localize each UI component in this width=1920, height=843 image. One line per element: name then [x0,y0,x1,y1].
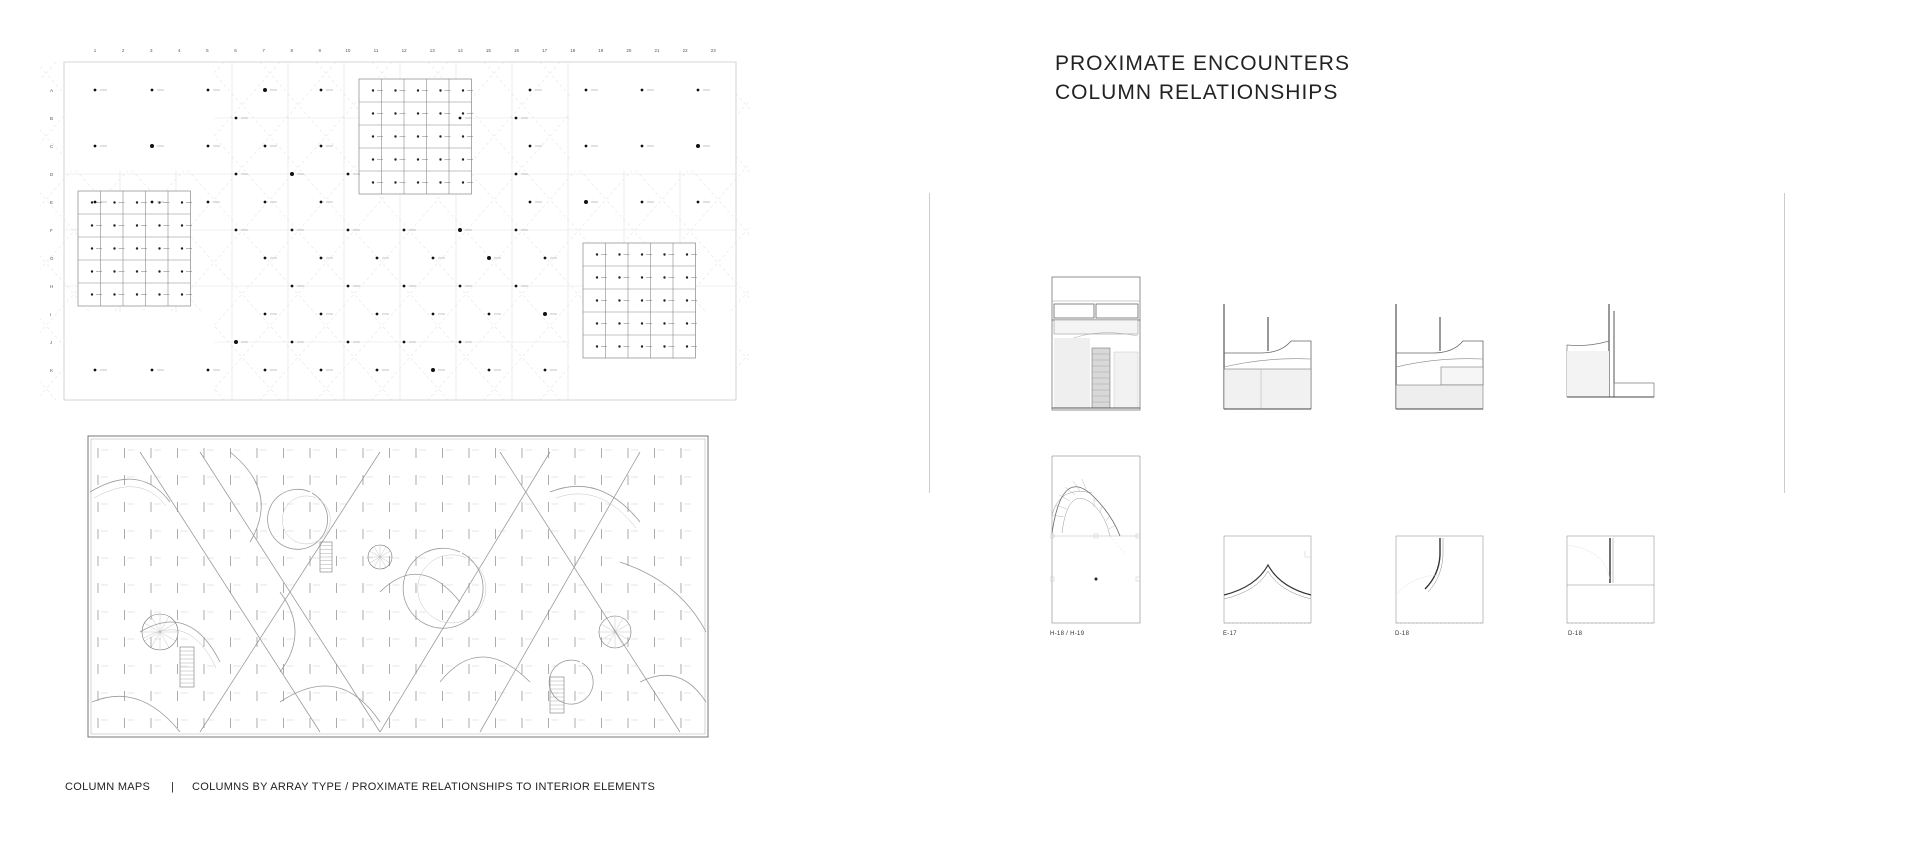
plan-curve [90,479,170,502]
column-marker [235,173,238,176]
detail-plan-arc [1221,535,1315,625]
plan-curve [640,675,706,702]
column-marker [320,257,323,260]
plan-curve [403,548,483,628]
caption-h18-h19: H-18 / H-19 [1050,631,1085,637]
detail-section-curved-wall-2 [1393,301,1487,413]
column-marker [291,285,294,288]
column-number: 4 [178,48,181,53]
column-number: 18 [570,48,576,53]
column-number: 20 [626,48,632,53]
column-marker [263,88,267,92]
plan-curve [620,562,706,632]
column-number: 6 [234,48,237,53]
column-number: 13 [429,48,435,53]
column-marker [320,313,323,316]
detail-plan-curve [1393,535,1487,625]
plan-curve [549,660,593,704]
column-number: 12 [401,48,407,53]
detail-plan-wall [1564,535,1658,625]
plan-wall [140,452,320,732]
column-marker [264,201,267,204]
column-number: 5 [206,48,209,53]
column-marker [376,369,379,372]
column-number: 10 [345,48,351,53]
column-marker [515,173,518,176]
footer-column-maps: COLUMN MAPS [65,781,151,793]
plan-curve [230,452,261,542]
column-marker [529,145,532,148]
plan-curve [440,657,530,682]
column-number: 23 [710,48,716,53]
column-marker [432,257,435,260]
column-marker [320,89,323,92]
column-number: 21 [654,48,660,53]
column-marker [207,89,210,92]
row-letter: E [50,200,54,205]
plan-curve [550,486,640,522]
caption-e17: E-17 [1223,631,1237,637]
column-marker [151,369,154,372]
column-marker [151,89,154,92]
column-marker [487,256,491,260]
column-marker [488,369,491,372]
column-marker [207,145,210,148]
column-number: 1 [93,48,97,53]
column-marker [207,201,210,204]
column-marker [403,229,406,232]
column-marker [641,201,644,204]
column-number: 3 [149,48,153,53]
column-marker [432,313,435,316]
column-marker [488,313,491,316]
column-marker [544,257,547,260]
column-marker [235,229,238,232]
column-marker [207,369,210,372]
column-marker [585,89,588,92]
column-marker [94,89,97,92]
row-letter: D [50,172,54,177]
column-marker [320,201,323,204]
column-marker [529,89,532,92]
column-number: 15 [485,48,491,53]
column-marker [235,117,238,120]
left-divider [929,193,930,493]
row-letter: A [50,88,54,93]
column-marker [459,341,462,344]
column-marker [697,89,700,92]
detail-section-single-wall [1564,301,1658,401]
column-marker [459,117,462,120]
column-marker [376,257,379,260]
row-letter: H [50,284,54,289]
plan-stair [550,677,564,713]
column-marker [347,341,350,344]
title-line-1: PROXIMATE ENCOUNTERS [1055,52,1350,75]
column-marker [458,228,462,232]
column-marker [696,144,700,148]
column-marker [264,369,267,372]
caption-d18-b: D-18 [1568,631,1583,637]
column-marker [347,229,350,232]
column-number: 7 [262,48,265,53]
detail-section-curved-wall [1221,301,1315,413]
column-marker [264,257,267,260]
title-line-2: COLUMN RELATIONSHIPS [1055,81,1339,104]
column-number: 2 [121,48,125,53]
column-marker [320,145,323,148]
column-number: 16 [513,48,520,53]
column-marker [403,285,406,288]
detail-section-stair [1050,276,1142,412]
column-marker [459,285,462,288]
column-marker [515,229,518,232]
column-marker [584,200,588,204]
column-marker [264,145,267,148]
column-marker [641,89,644,92]
caption-d18-a: D-18 [1395,631,1410,637]
column-marker [150,144,154,148]
column-number: 9 [318,48,322,53]
right-divider [1784,193,1785,493]
column-marker [697,201,700,204]
column-number: 11 [373,48,379,53]
plan-curve [280,686,380,722]
column-marker [94,201,97,204]
column-marker [515,285,518,288]
plan-outline [88,436,708,737]
column-marker [585,145,588,148]
column-marker [320,369,323,372]
footer-description: COLUMNS BY ARRAY TYPE / PROXIMATE RELATIONSHIPS TO INTERIOR ELEMENTS [192,781,656,793]
row-letter: I [50,312,52,317]
row-letter: K [50,368,54,373]
plan-wall [500,452,680,732]
column-array-map [40,40,750,405]
interior-floor-plan [80,432,720,742]
column-number: 17 [542,48,548,53]
column-marker [515,117,518,120]
column-marker [431,368,435,372]
row-letter: F [50,228,53,233]
column-marker [347,285,350,288]
row-letter: J [50,340,53,345]
column-marker [290,172,294,176]
subgrid-top [359,79,472,194]
column-marker [151,201,154,204]
column-marker [543,312,547,316]
column-marker [403,341,406,344]
plan-curve [92,696,180,732]
plan-curve [380,574,460,602]
footer-separator: | [171,781,175,793]
detail-plan-stair [1050,455,1142,625]
column-number: 22 [682,48,688,53]
column-marker [94,369,97,372]
column-marker [529,201,532,204]
column-marker [544,369,547,372]
plan-wall [480,452,640,732]
subgrid-right [583,243,696,358]
column-marker [291,341,294,344]
column-number: 8 [290,48,293,53]
column-marker [347,173,350,176]
row-letter: B [50,116,54,121]
subgrid-left [78,191,191,306]
column-marker [641,145,644,148]
column-marker [94,145,97,148]
column-number: 14 [457,48,463,53]
column-marker [234,340,238,344]
column-marker [376,313,379,316]
row-letter: G [50,256,54,261]
column-marker [264,313,267,316]
column-marker [291,229,294,232]
row-letter: C [50,144,54,149]
plan-wall [380,452,550,732]
column-number: 19 [598,48,604,53]
